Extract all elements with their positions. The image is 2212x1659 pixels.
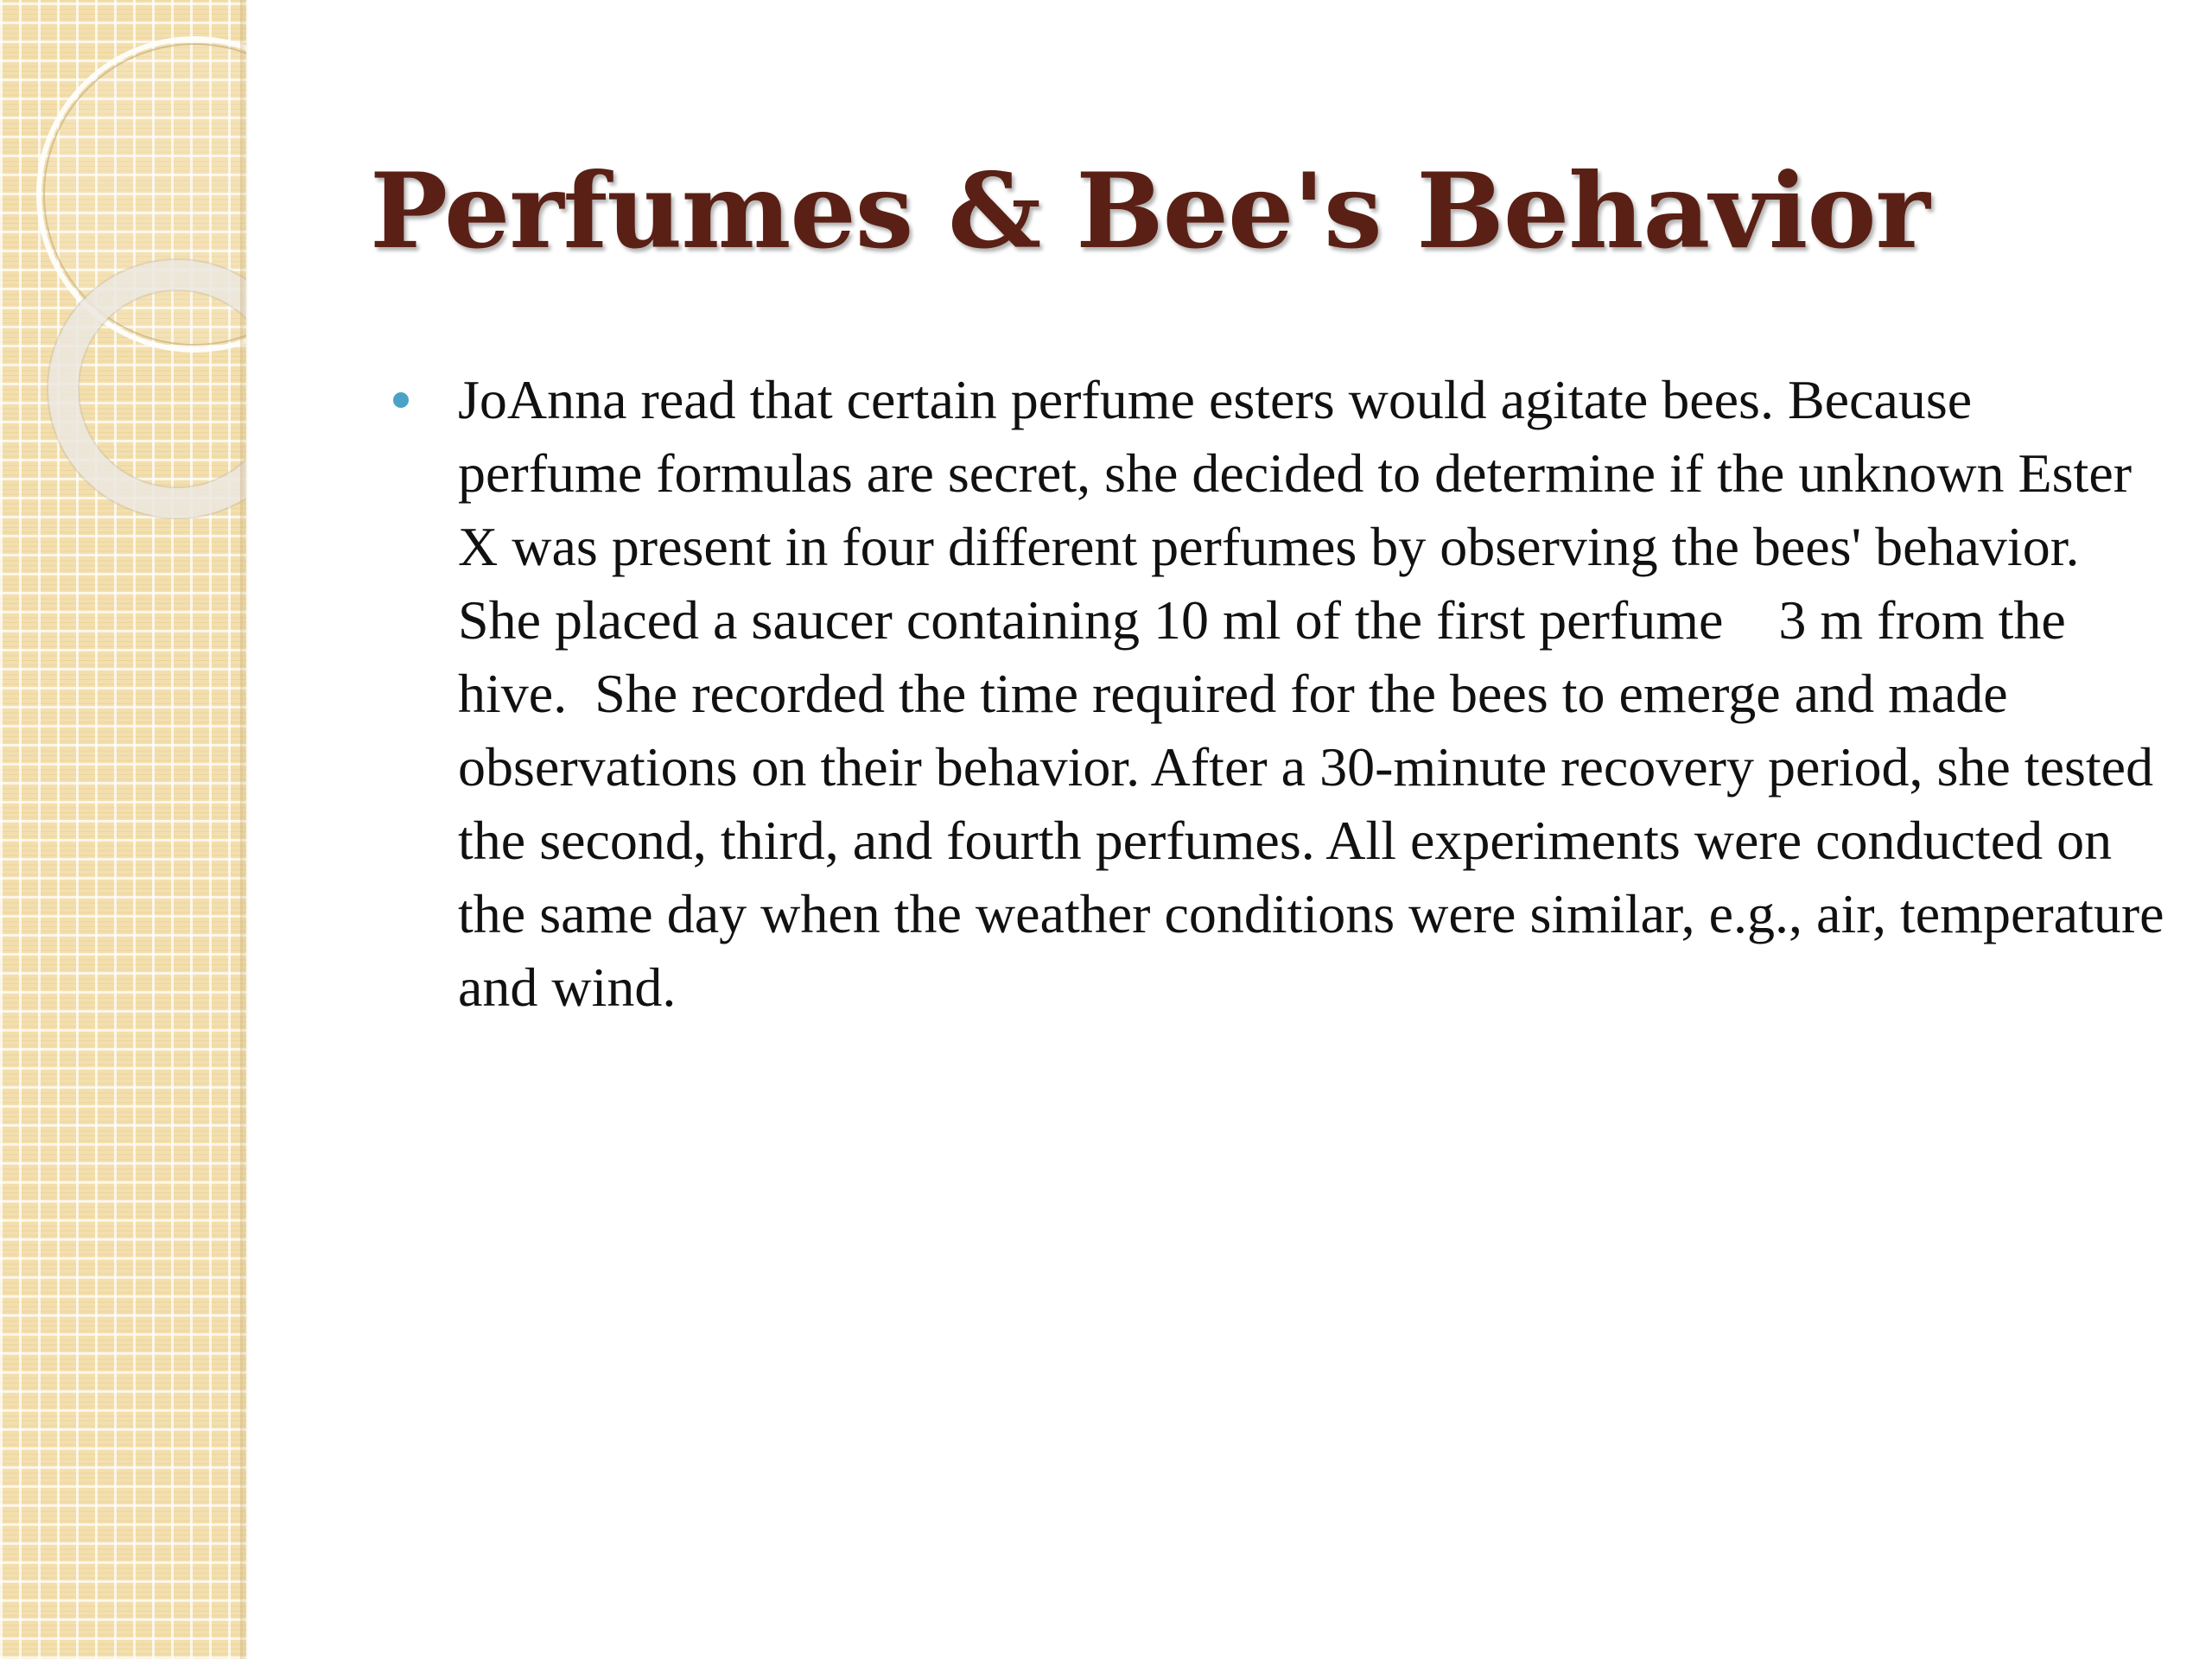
slide-title: Perfumes & Bee's Behavior [370,150,1929,272]
decorative-rings-icon [0,0,246,553]
side-panel-edge [240,0,249,1659]
bullet-text: JoAnna read that certain perfume esters would agitate bees. Because perfume formulas are secret, she decided to determine if the unknown Ester X was present in four different perfumes by observing the bees' behavior. She placed a saucer containing 10 ml of the first perfume 3 m from the hive. She recorded the time required for the bees to emerge and made observations on their behavior. After a 30-minute recovery period, she tested the second, third, and fourth perfumes. All experiments were conducted on the same day when the weather conditions were similar, e.g., air, temperature and wind. [458,369,2178,1018]
decorative-side-panel [0,0,246,1659]
bullet-dot-icon [393,392,409,408]
bullet-item [458,363,2178,1024]
bullet-list [458,363,2178,1024]
